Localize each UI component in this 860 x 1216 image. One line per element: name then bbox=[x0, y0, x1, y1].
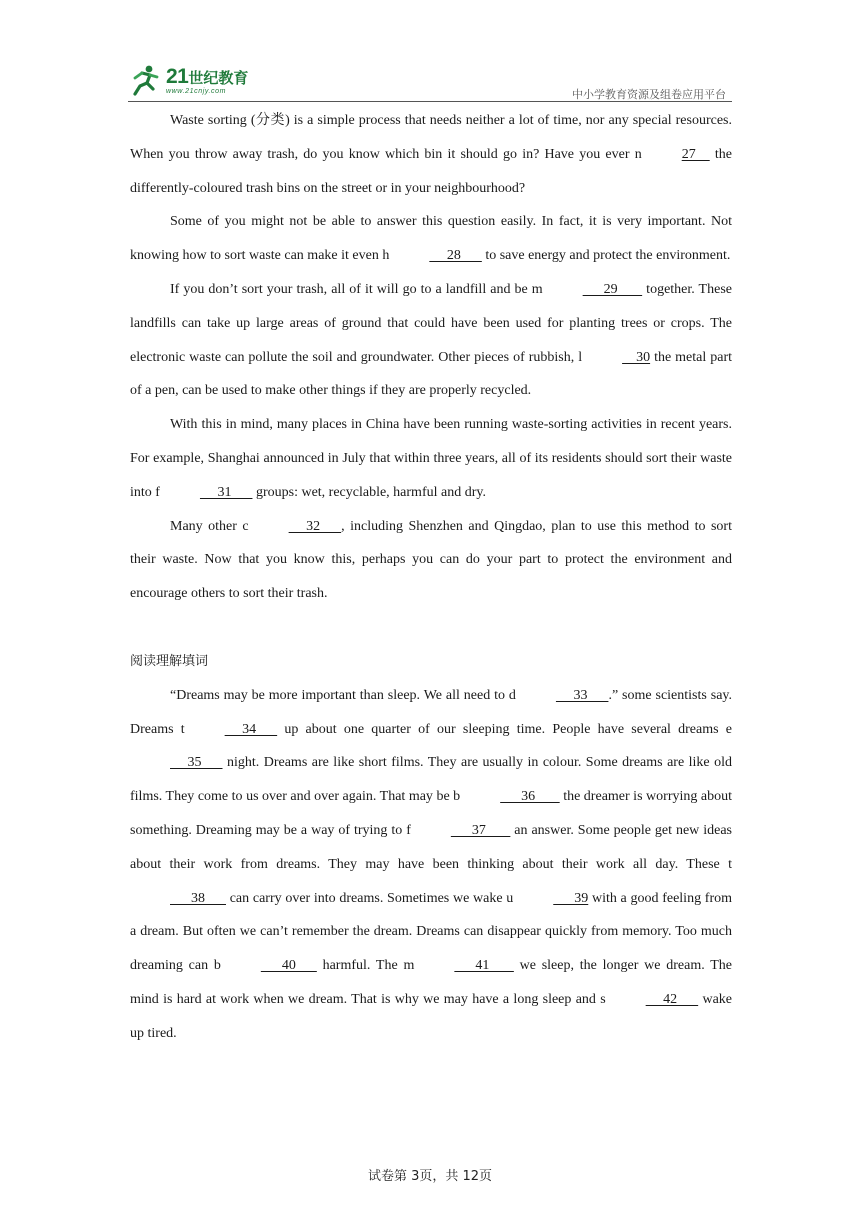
answer-blank-30[interactable]: 30 bbox=[622, 349, 651, 365]
answer-blank-42[interactable]: 42 bbox=[645, 991, 699, 1007]
text-segment: up about one quarter of our sleeping time. People have several dreams e bbox=[277, 721, 732, 737]
document-body bbox=[130, 104, 732, 1051]
passage2-paragraph bbox=[130, 679, 732, 1051]
text-segment: the differently-coloured trash bins on the street or in your neighbourhood? bbox=[130, 146, 733, 196]
section-title: 阅读理解填词 bbox=[130, 653, 209, 669]
answer-blank-32[interactable]: 32 bbox=[288, 518, 342, 534]
text-segment: With this in mind, many places in China have been running waste-sorting activities in recent years. For example, Shanghai announced in July that within three years, all of its residents should sort their waste into f bbox=[130, 417, 732, 500]
runner-logo-icon bbox=[128, 64, 162, 98]
text-segment: wake up tired. bbox=[130, 991, 732, 1041]
text-segment: together. These landfills can take up large areas of ground that could have been used for planting trees or crops. The electronic waste can pollute the soil and groundwater. Other pieces of rubbish, l bbox=[130, 281, 732, 365]
answer-blank-41[interactable]: 41 bbox=[454, 958, 514, 974]
text-segment: an answer. Some people get new ideas about their work from dreams. They may have been thinking about their work all day. These t bbox=[130, 822, 732, 872]
answer-blank-38[interactable]: 38 bbox=[170, 890, 226, 906]
text-segment: , including Shenzhen and Qingdao, plan to use this method to sort their waste. Now that you know this, perhaps you can do your part to protect the environment and encourage others to sort their trash. bbox=[130, 518, 732, 602]
text-segment: Many other c bbox=[170, 518, 249, 534]
text-segment: we sleep, the longer we dream. The mind is hard at work when we dream. That is why we may have a long sleep and s bbox=[130, 958, 732, 1007]
text-segment: with a good feeling from a dream. But often we can’t remember the dream. Dreams can disappear quickly from memory. Too much dreaming can b bbox=[130, 890, 732, 974]
page-header bbox=[128, 62, 732, 102]
passage1-paragraph-1 bbox=[130, 104, 732, 205]
passage1-paragraph-5 bbox=[130, 510, 732, 611]
answer-blank-34[interactable]: 34 bbox=[224, 721, 278, 737]
logo-number: 21 bbox=[166, 65, 189, 88]
answer-blank-35[interactable]: 35 bbox=[170, 755, 223, 771]
text-segment: to save energy and protect the environment. bbox=[481, 248, 731, 264]
text-segment: the metal part of a pen, can be used to make other things if they are properly recycled. bbox=[130, 349, 733, 399]
answer-blank-29[interactable]: 29 bbox=[582, 281, 643, 297]
header-tagline: 中小学教育资源及组卷应用平台 bbox=[572, 88, 726, 101]
passage1-paragraph-4 bbox=[130, 408, 732, 509]
answer-blank-31[interactable]: 31 bbox=[199, 484, 253, 500]
text-segment: Some of you might not be able to answer this question easily. In fact, it is very important. Not knowing how to sort waste can make it even h bbox=[130, 214, 732, 264]
text-segment: “Dreams may be more important than sleep. We all need to d bbox=[170, 687, 516, 703]
text-segment: Waste sorting (分类) is a simple process that needs neither a lot of time, nor any special resources. When you throw away trash, do you know which bin it should go in? Have you ever n bbox=[130, 113, 732, 162]
site-logo[interactable] bbox=[128, 62, 278, 100]
header-divider bbox=[128, 101, 732, 102]
text-segment: If you don’t sort your trash, all of it will go to a landfill and be m bbox=[170, 281, 543, 297]
text-segment: night. Dreams are like short films. They are usually in colour. Some dreams are like old films. They come to us over and over again. That may be b bbox=[130, 755, 732, 805]
answer-blank-39[interactable]: 39 bbox=[553, 890, 589, 906]
passage1-paragraph-2 bbox=[130, 205, 732, 273]
answer-blank-36[interactable]: 36 bbox=[500, 789, 560, 805]
text-segment: harmful. The m bbox=[316, 958, 415, 974]
answer-blank-28[interactable]: 28 bbox=[429, 248, 482, 264]
text-segment: .” some scientists say. Dreams t bbox=[130, 687, 732, 737]
answer-blank-27[interactable]: 27 bbox=[681, 146, 710, 162]
passage1-paragraph-3 bbox=[130, 273, 732, 408]
text-segment: groups: wet, recyclable, harmful and dry. bbox=[252, 484, 486, 500]
logo-chinese: 世纪教育 bbox=[188, 70, 249, 87]
answer-blank-33[interactable]: 33 bbox=[555, 687, 609, 703]
logo-wordmark bbox=[166, 65, 248, 89]
logo-url: www.21cnjy.com bbox=[166, 88, 227, 95]
text-segment: can carry over into dreams. Sometimes we wake u bbox=[226, 890, 514, 906]
page-footer: 试卷第 3页，共 12页 bbox=[367, 1169, 493, 1184]
answer-blank-37[interactable]: 37 bbox=[450, 822, 511, 838]
answer-blank-40[interactable]: 40 bbox=[260, 958, 317, 974]
text-segment: the dreamer is worrying about something. Dreaming may be a way of trying to f bbox=[130, 789, 732, 838]
